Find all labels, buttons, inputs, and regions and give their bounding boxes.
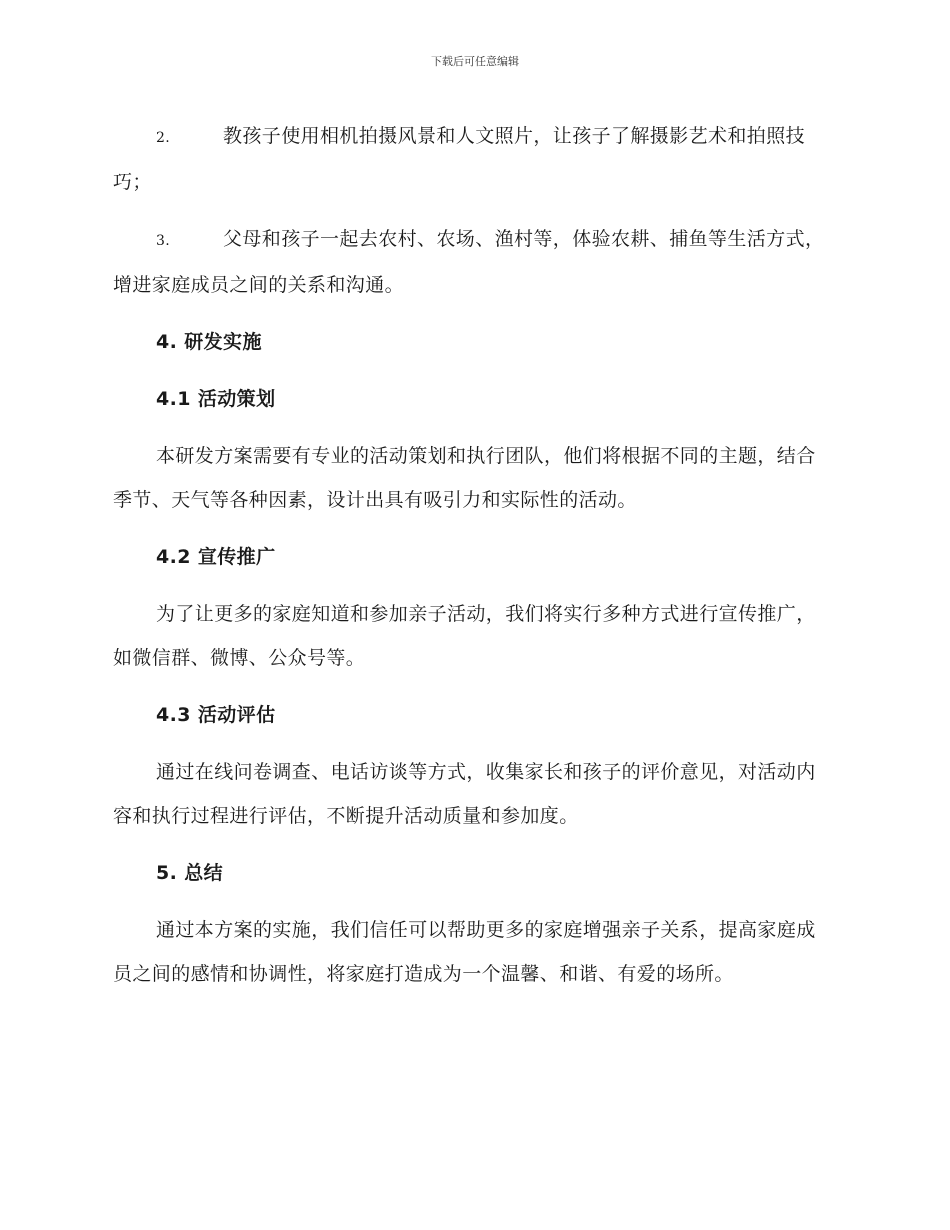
- list-item: [113, 217, 833, 307]
- subsection-heading-4-3: 4.3 活动评估: [156, 704, 276, 726]
- list-number: 3.: [156, 233, 171, 249]
- document-body: [113, 114, 833, 1009]
- section-heading-4: 4. 研发实施: [156, 331, 262, 353]
- paragraph-activity-planning: 本研发方案需要有专业的活动策划和执行团队，他们将根据不同的主题，结合季节、天气等各种因素，设计出具有吸引力和实际性的活动。: [113, 445, 816, 511]
- paragraph-evaluation: 通过在线问卷调查、电话访谈等方式，收集家长和孩子的评价意见，对活动内容和执行过程进行评估，不断提升活动质量和参加度。: [113, 761, 816, 827]
- subsection-heading-4-2: 4.2 宣传推广: [156, 546, 276, 568]
- paragraph-summary: 通过本方案的实施，我们信任可以帮助更多的家庭增强亲子关系，提高家庭成员之间的感情和协调性，将家庭打造成为一个温馨、和谐、有爱的场所。: [113, 919, 816, 985]
- paragraph-promotion: 为了让更多的家庭知道和参加亲子活动，我们将实行多种方式进行宣传推广，如微信群、微博、公众号等。: [113, 603, 816, 669]
- list-text: 教孩子使用相机拍摄风景和人文照片，让孩子了解摄影艺术和拍照技巧；: [113, 125, 806, 193]
- page-header: 下载后可任意编辑: [431, 55, 519, 68]
- list-text: 父母和孩子一起去农村、农场、渔村等，体验农耕、捕鱼等生活方式，增进家庭成员之间的关系和沟通。: [113, 228, 825, 296]
- subsection-heading-4-1: 4.1 活动策划: [156, 388, 276, 410]
- section-heading-5: 5. 总结: [156, 862, 224, 884]
- list-item: [113, 114, 833, 204]
- list-number: 2.: [156, 130, 171, 146]
